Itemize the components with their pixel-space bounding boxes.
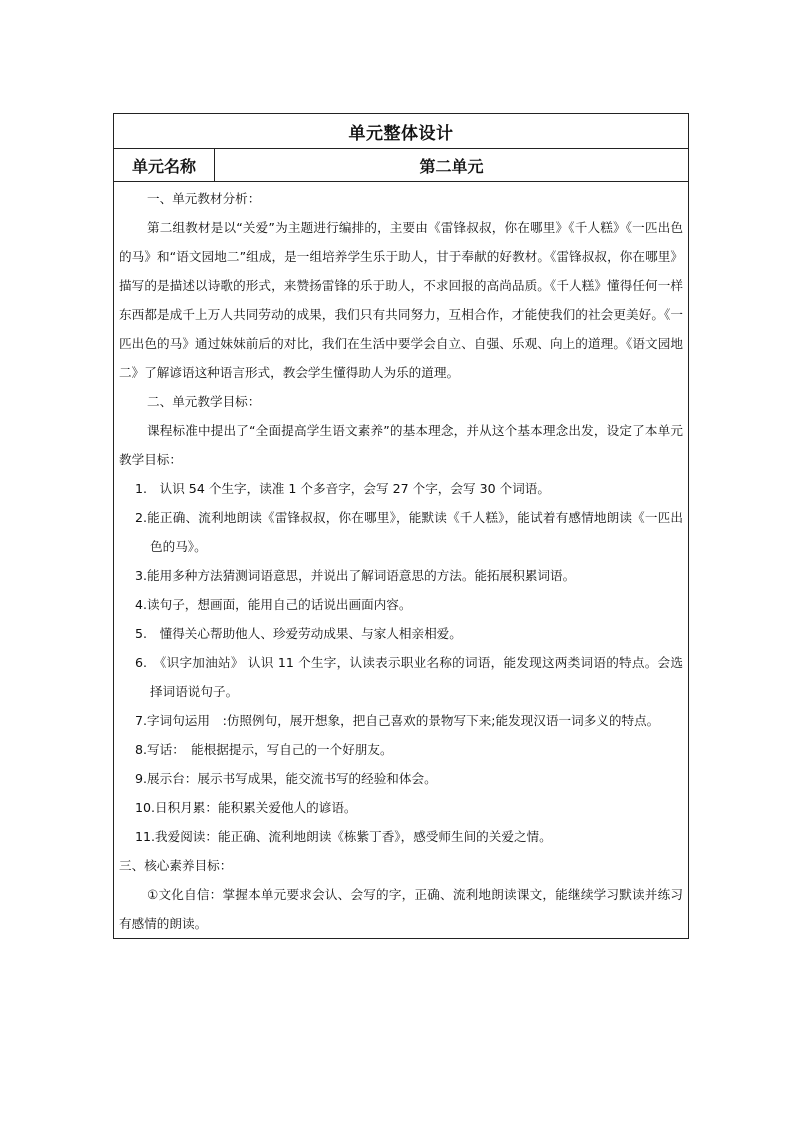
unit-name-row [114,149,688,182]
goal-item: 5. 懂得关心帮助他人、珍爱劳动成果、与家人相亲相爱。 [135,626,462,641]
unit-name-label: 单元名称 [114,149,215,181]
goal-item: 7.字词句运用 :仿照例句，展开想象，把自己喜欢的景物写下来;能发现汉语一词多义的特点。 [135,713,660,728]
section-heading-core-literacy: 三、核心素养目标： [119,858,233,873]
goal-item: 1. 认识 54 个生字，读准 1 个多音字，会写 27 个字，会写 30 个词语。 [135,481,550,496]
goal-item: 2.能正确、流利地朗读《雷锋叔叔，你在哪里》，能默读《千人糕》，能试着有感情地朗读《一匹出色的马》。 [135,510,683,554]
unit-design-table [113,113,689,939]
section-heading-analysis: 一、单元教材分析： [147,191,261,206]
analysis-paragraph: 第二组教材是以“关爱”为主题进行编排的，主要由《雷锋叔叔，你在哪里》《千人糕》《一匹出色的马》和“语文园地二”组成，是一组培养学生乐于助人，甘于奉献的好教材。《雷锋叔叔，你在哪里》描写的是描述以诗歌的形式，来赞扬雷锋的乐于助人，不求回报的高尚品质。《千人糕》懂得任何一样东西都是成千上万人共同劳动的成果，我们只有共同努力，互相合作，才能使我们的社会更美好。《一匹出色的马》通过妹妹前后的对比，我们在生活中要学会自立、自强、乐观、向上的道理。《语文园地二》了解谚语这种语言形式，教会学生懂得助人为乐的道理。 [119,220,683,380]
section-heading-goals: 二、单元教学目标： [147,394,261,409]
unit-name-value: 第二单元 [419,156,484,176]
table-content [114,182,688,938]
table-title: 单元整体设计 [114,114,688,149]
goal-item: 6. 《识字加油站》 认识 11 个生字，认读表示职业名称的词语，能发现这两类词语的特点。会选择词语说句子。 [135,655,683,699]
core-literacy-paragraph: ①文化自信：掌握本单元要求会认、会写的字，正确、流利地朗读课文，能继续学习默读并练习有感情的朗读。 [119,887,683,931]
goal-item: 10.日积月累：能积累关爱他人的谚语。 [135,800,357,815]
goal-item: 3.能用多种方法猜测词语意思，并说出了解词语意思的方法。能拓展积累词语。 [135,568,576,583]
goal-item: 4.读句子，想画面，能用自己的话说出画面内容。 [135,597,412,612]
goal-item: 9.展示台：展示书写成果，能交流书写的经验和体会。 [135,771,437,786]
goals-intro: 课程标准中提出了“全面提高学生语文素养”的基本理念，并从这个基本理念出发，设定了本单元教学目标： [119,423,683,467]
goal-item: 11.我爱阅读：能正确、流利地朗读《栋紫丁香》，感受师生间的关爱之情。 [135,829,552,844]
goal-item: 8.写话： 能根据提示，写自己的一个好朋友。 [135,742,393,757]
